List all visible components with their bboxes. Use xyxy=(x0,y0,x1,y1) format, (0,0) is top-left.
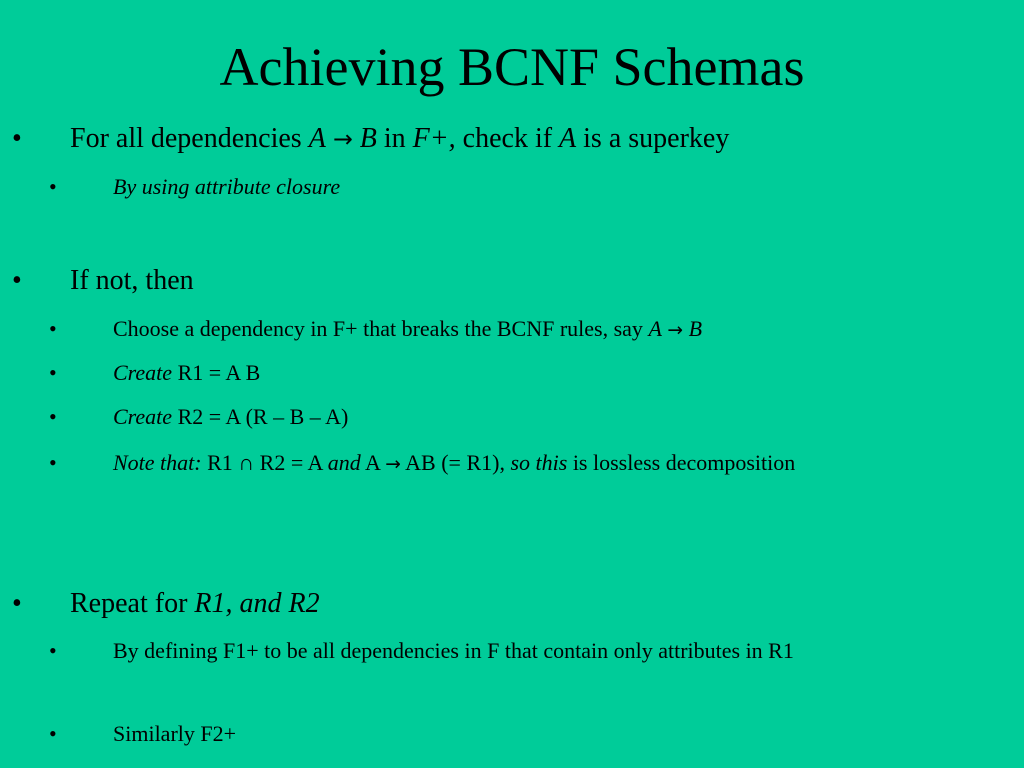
bullet-icon: • xyxy=(49,174,57,199)
bullet-item-repeat: • Repeat for R1, and R2 xyxy=(12,588,320,619)
bullet-icon: • xyxy=(12,588,22,619)
sub-bullet-create-r1: • Create R1 = A B xyxy=(113,355,973,391)
bullet-icon: • xyxy=(12,123,22,154)
bullet-item-dependencies: • For all dependencies A → B in F+, check if A is a superkey xyxy=(12,123,730,154)
sub-bullet-note-lossless: • Note that: R1 ∩ R2 = A and A → AB (= R1), so this is lossless decomposition xyxy=(113,445,873,483)
arrow-icon: → xyxy=(385,454,401,475)
bullet-icon: • xyxy=(49,360,57,385)
arrow-icon: → xyxy=(667,320,684,341)
sub-bullet-defining-f1: • By defining F1+ to be all dependencies in F that contain only attributes in R1 xyxy=(113,633,963,669)
sub-bullet-choose-dependency: • Choose a dependency in F+ that breaks the BCNF rules, say A → B xyxy=(113,311,973,349)
bullet-icon: • xyxy=(12,265,22,296)
bullet-icon: • xyxy=(49,450,57,475)
arrow-icon: → xyxy=(332,125,353,153)
sub-bullet-attribute-closure: • By using attribute closure xyxy=(113,169,973,205)
bullet-icon: • xyxy=(49,721,57,746)
bullet-icon: • xyxy=(49,404,57,429)
sub-bullet-create-r2: • Create R2 = A (R – B – A) xyxy=(113,399,973,435)
bullet-item-if-not: • If not, then xyxy=(12,265,194,296)
bullet-icon: • xyxy=(49,638,57,663)
bullet-icon: • xyxy=(49,316,57,341)
slide-title: Achieving BCNF Schemas xyxy=(219,37,805,97)
sub-bullet-similarly-f2: • Similarly F2+ xyxy=(113,716,973,752)
